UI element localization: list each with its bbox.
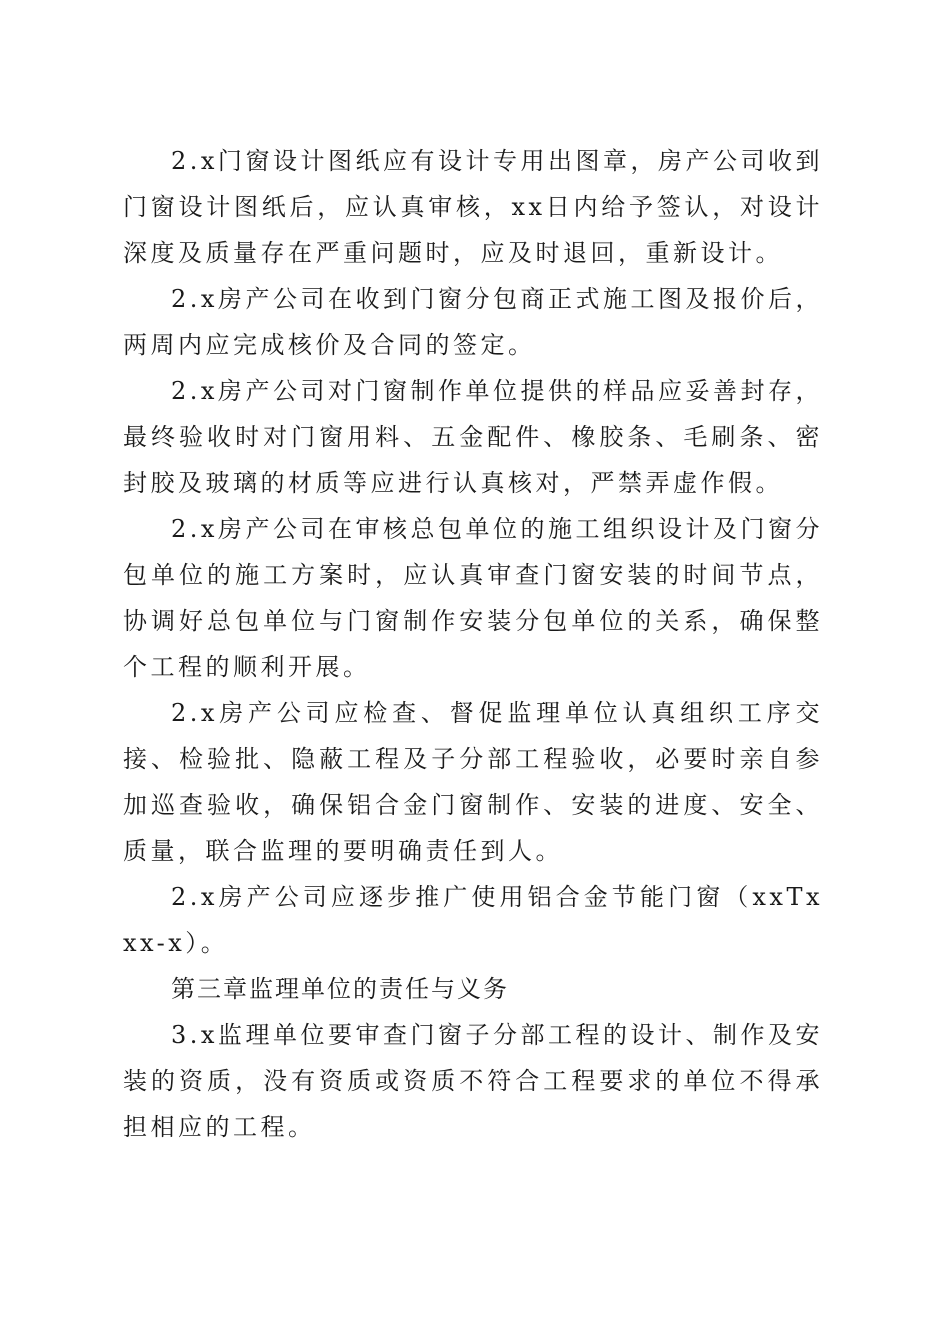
paragraph-supervisor-qualification: 3.x监理单位要审查门窗子分部工程的设计、制作及安装的资质，没有资质或资质不符合工程要求的单位不得承担相应的工程。	[123, 1021, 823, 1141]
paragraph-pricing-contract: 2.x房产公司在收到门窗分包商正式施工图及报价后，两周内应完成核价及合同的签定。	[123, 285, 823, 359]
paragraph-sample-verification: 2.x房产公司对门窗制作单位提供的样品应妥善封存，最终验收时对门窗用料、五金配件、橡胶条、毛刷条、密封胶及玻璃的材质等应进行认真核对，严禁弄虚作假。	[123, 377, 823, 497]
paragraph-drawing-review: 2.x门窗设计图纸应有设计专用出图章，房产公司收到门窗设计图纸后，应认真审核，xx日内给予签认，对设计深度及质量存在严重问题时，应及时退回，重新设计。	[123, 147, 823, 267]
paragraph-energy-saving-windows: 2.x房产公司应逐步推广使用铝合金节能门窗（xxTxxx-x）。	[123, 883, 823, 957]
paragraph-construction-plan-review: 2.x房产公司在审核总包单位的施工组织设计及门窗分包单位的施工方案时，应认真审查门窗安装的时间节点，协调好总包单位与门窗制作安装分包单位的关系，确保整个工程的顺利开展。	[123, 515, 823, 681]
paragraph-supervision-inspection: 2.x房产公司应检查、督促监理单位认真组织工序交接、检验批、隐蔽工程及子分部工程验收，必要时亲自参加巡查验收，确保铝合金门窗制作、安装的进度、安全、质量，联合监理的要明确责任到人。	[123, 699, 823, 865]
chapter-heading: 第三章监理单位的责任与义务	[171, 975, 509, 1003]
document-body	[123, 138, 823, 1150]
